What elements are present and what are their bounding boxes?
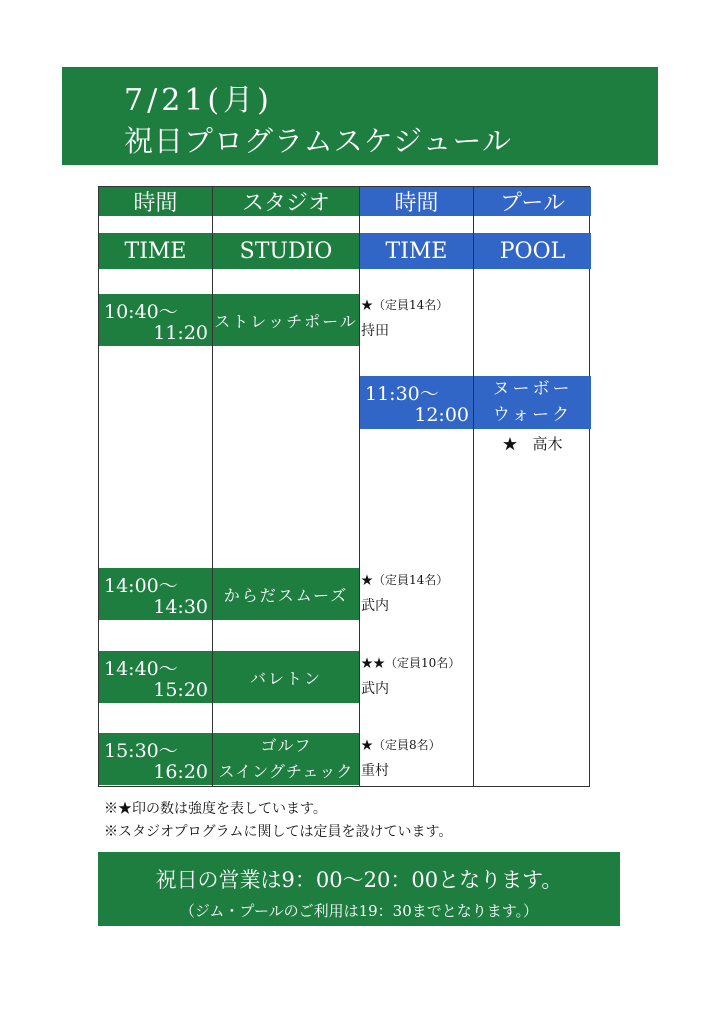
- session-start: 15:30～: [104, 740, 178, 762]
- instructor-name: 持田: [361, 323, 389, 339]
- session-program: ストレッチポール: [213, 294, 359, 346]
- hours-banner: [98, 852, 620, 926]
- header-time-jp-pool: 時間: [360, 187, 473, 216]
- intensity-stars: ★: [361, 738, 374, 752]
- header-banner: [62, 67, 658, 165]
- pool-session-end: 12:00: [414, 404, 469, 426]
- session-time: [99, 568, 212, 620]
- header-studio-jp: スタジオ: [213, 187, 359, 216]
- event-date: 7/21(月): [124, 83, 273, 118]
- header-pool-en: POOL: [474, 233, 591, 269]
- program-line2: スイングチェック: [218, 762, 354, 781]
- capacity-label: （定員10名）: [385, 656, 461, 670]
- session-end: 11:20: [153, 322, 208, 344]
- session-program: バレトン: [213, 651, 359, 703]
- intensity-stars: ★★: [361, 656, 386, 670]
- capacity-label: （定員14名）: [373, 573, 449, 587]
- footnote-capacity: ※スタジオプログラムに関しては定員を設けています。: [104, 824, 453, 840]
- header-time-en-pool: TIME: [360, 233, 473, 269]
- program-line1: ゴルフ: [260, 736, 312, 755]
- session-note: [361, 570, 471, 616]
- session-start: 10:40～: [104, 301, 178, 323]
- pool-session-start: 11:30～: [365, 383, 439, 405]
- pool-instructor: ★ 高木: [502, 435, 563, 453]
- session-program: からだスムーズ: [213, 568, 359, 620]
- header-time-en: TIME: [99, 233, 212, 269]
- footnote-intensity: ※★印の数は強度を表しています。: [104, 801, 327, 817]
- session-time: [99, 294, 212, 346]
- header-time-jp: 時間: [99, 187, 212, 216]
- session-end: 15:20: [153, 679, 208, 701]
- capacity-label: （定員8名）: [373, 738, 441, 752]
- header-studio-en: STUDIO: [213, 233, 359, 269]
- schedule-table: [98, 186, 590, 787]
- page-title: 祝日プログラムスケジュール: [124, 124, 512, 158]
- session-start: 14:00～: [104, 575, 178, 597]
- pool-program-line1: ヌーボー: [492, 379, 573, 399]
- session-end: 14:30: [153, 596, 208, 618]
- session-note: [361, 295, 471, 341]
- session-time: [99, 651, 212, 703]
- pool-program-line2: ウォーク: [492, 405, 573, 425]
- session-note: [361, 735, 471, 781]
- session-end: 16:20: [153, 761, 208, 783]
- session-time: [99, 733, 212, 785]
- pool-session-time: [360, 376, 473, 429]
- instructor-name: 重村: [361, 763, 389, 779]
- header-pool-jp: プール: [474, 187, 591, 216]
- session-note: [361, 653, 471, 699]
- intensity-stars: ★: [361, 573, 374, 587]
- business-hours: 祝日の営業は9：00～20：00となります。: [155, 868, 563, 892]
- intensity-stars: ★: [361, 298, 374, 312]
- facility-hours-note: （ジム・プールのご利用は19：30までとなります。）: [179, 902, 539, 920]
- capacity-label: （定員14名）: [373, 298, 449, 312]
- session-program: [213, 733, 359, 785]
- instructor-name: 武内: [361, 598, 389, 614]
- pool-session-program: [474, 376, 591, 429]
- session-start: 14:40～: [104, 658, 178, 680]
- instructor-name: 武内: [361, 681, 389, 697]
